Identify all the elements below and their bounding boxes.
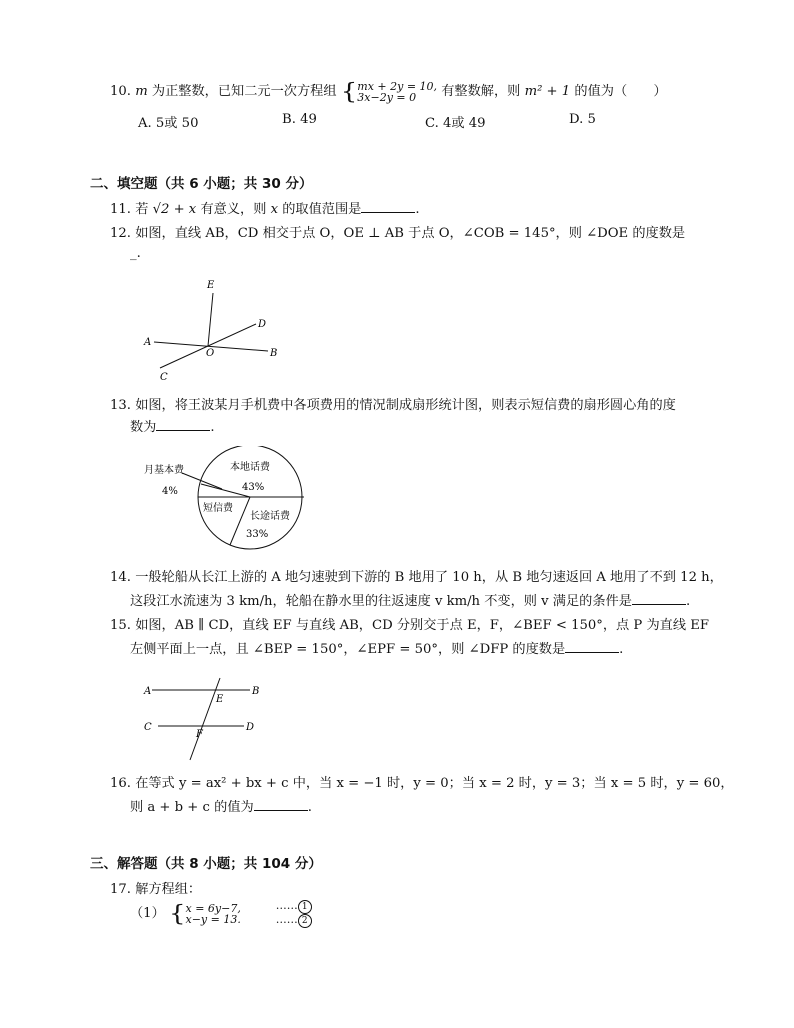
q16-end: . [307, 800, 312, 815]
section2-title: 二、填空题（共 6 小题；共 30 分） [90, 176, 313, 192]
q14-answer-blank[interactable] [632, 592, 686, 605]
q17-mark1: 1 [298, 900, 312, 914]
q13-label-local: 本地话费 [230, 462, 270, 473]
q15-line1 [110, 614, 709, 633]
q11-text2: 有意义，则 [196, 202, 271, 217]
q17-marks [276, 900, 312, 928]
q10-option-b[interactable]: B. 49 [282, 112, 317, 127]
q13-line1 [110, 394, 676, 413]
q17-eq2: x−y = 13. [185, 912, 241, 926]
q13-number: 13. [110, 398, 131, 413]
q13-answer-blank[interactable] [156, 418, 210, 431]
q13-pct-local: 43% [242, 482, 265, 493]
q16-text: 在等式 y = ax² + bx + c 中，当 x = −1 时，y = 0；当 x = 2 时，y = 3；当 x = 5 时，y = 60， [135, 776, 734, 791]
q17-text: 解方程组： [135, 882, 202, 897]
q10-var-m: m [135, 84, 148, 99]
q13-pie-leader [182, 473, 222, 489]
q13-line2 [130, 416, 215, 435]
q16-line2 [130, 796, 312, 815]
q12-label-d: D [258, 319, 267, 330]
q17-part-label: （1） [130, 906, 165, 921]
q13-pct-base: 4% [162, 486, 178, 497]
q12-label-b: B [270, 348, 278, 359]
q17-dots1: …… [275, 898, 298, 912]
q13-text2: 数为 [130, 420, 157, 435]
q15-number: 15. [110, 618, 131, 633]
q16-number: 16. [110, 776, 131, 791]
q13-pie-figure [138, 446, 308, 552]
q15-answer-blank[interactable] [565, 640, 619, 653]
q14-line2 [130, 590, 690, 609]
q10-expr: m² + 1 [524, 84, 571, 99]
q10-text2: 有整数解，则 [441, 84, 525, 99]
q12-label-e: E [207, 280, 215, 291]
q13-label-base: 月基本费 [144, 465, 184, 476]
q16-answer-blank[interactable] [254, 798, 308, 811]
q17-brace: { [168, 900, 186, 927]
q11-expr: √2 + x [152, 202, 197, 217]
q16-line1 [110, 772, 734, 791]
q16-text2: 则 a + b + c 的值为 [130, 800, 254, 815]
q15-figure [138, 676, 268, 764]
q12-text: 如图，直线 AB，CD 相交于点 O，OE ⊥ AB 于点 O，∠COB = 145°，则 ∠DOE 的度数是 [135, 226, 686, 241]
q10-text3: 的值为（ ） [570, 84, 667, 99]
q15-text2: 左侧平面上一点，且 ∠BEP = 150°，∠EPF = 50°，则 ∠DFP 的度数是 [130, 642, 566, 657]
q13-end: . [210, 420, 215, 435]
q11-end: . [415, 202, 420, 217]
q12-ray-oe [208, 293, 213, 346]
q15-text: 如图，AB ∥ CD，直线 EF 与直线 AB，CD 分别交于点 E，F，∠BEF < 150°，点 P 为直线 EF [135, 618, 709, 633]
q12-line2: _. [130, 246, 141, 261]
q13-label-long: 长途话费 [250, 511, 290, 522]
q15-label-f: F [196, 729, 203, 740]
q14-end: . [685, 594, 691, 609]
q15-label-b: B [252, 686, 260, 697]
q12-figure [140, 276, 300, 386]
q10-text: 为正整数，已知二元一次方程组 [147, 84, 337, 99]
q17-line [110, 878, 201, 897]
q17-mark2: 2 [298, 914, 312, 928]
q14-number: 14. [110, 570, 131, 585]
q12-label-a: A [144, 337, 152, 348]
q11-number: 11. [110, 202, 131, 217]
q17-part1 [130, 898, 312, 930]
q10-eq2: 3x−2y = 0 [357, 90, 417, 104]
q15-end: . [619, 642, 624, 657]
q17-system [186, 903, 272, 925]
q10-system [357, 81, 437, 103]
q11-answer-blank[interactable] [361, 200, 415, 213]
section3-title: 三、解答题（共 8 小题；共 104 分） [90, 856, 322, 872]
q17-number: 17. [110, 882, 131, 897]
q14-text2: 这段江水流速为 3 km/h，轮船在静水里的往返速度 v km/h 不变，则 v 满足的条件是 [130, 594, 632, 609]
q12-label-c: C [160, 372, 168, 383]
q10-option-c[interactable]: C. 4或 49 [425, 116, 486, 131]
q14-text: 一般轮船从长江上游的 A 地匀速驶到下游的 B 地用了 10 h，从 B 地匀速返回 A 地用了不到 12 h， [135, 570, 723, 585]
q14-line1 [110, 566, 723, 585]
q10-option-a[interactable]: A. 5或 50 [138, 116, 199, 131]
q11-var: x [270, 202, 279, 217]
q11-text: 若 [135, 202, 153, 217]
q13-pct-long: 33% [246, 529, 269, 540]
q12-line1 [110, 222, 685, 241]
q10-option-d[interactable]: D. 5 [569, 112, 596, 127]
q13-label-sms: 短信费 [203, 503, 233, 514]
q15-label-e: E [216, 694, 224, 705]
q17-eq1: x = 6y−7, [185, 901, 241, 915]
q12-label-o: O [206, 348, 215, 359]
q13-text: 如图，将王波某月手机费中各项费用的情况制成扇形统计图，则表示短信费的扇形圆心角的度 [135, 398, 676, 413]
q15-line2 [130, 638, 623, 657]
q10-eq1: mx + 2y = 10, [357, 79, 438, 93]
q17-dots2: …… [275, 912, 298, 926]
q15-label-c: C [144, 722, 152, 733]
q10-number: 10. [110, 84, 131, 99]
q12-number: 12. [110, 226, 131, 241]
q11-text3: 的取值范围是 [278, 202, 362, 217]
q10-line [110, 80, 667, 104]
q10-brace: { [340, 78, 358, 105]
q15-label-a: A [144, 686, 152, 697]
q15-label-d: D [246, 722, 255, 733]
q11-line [110, 198, 420, 217]
